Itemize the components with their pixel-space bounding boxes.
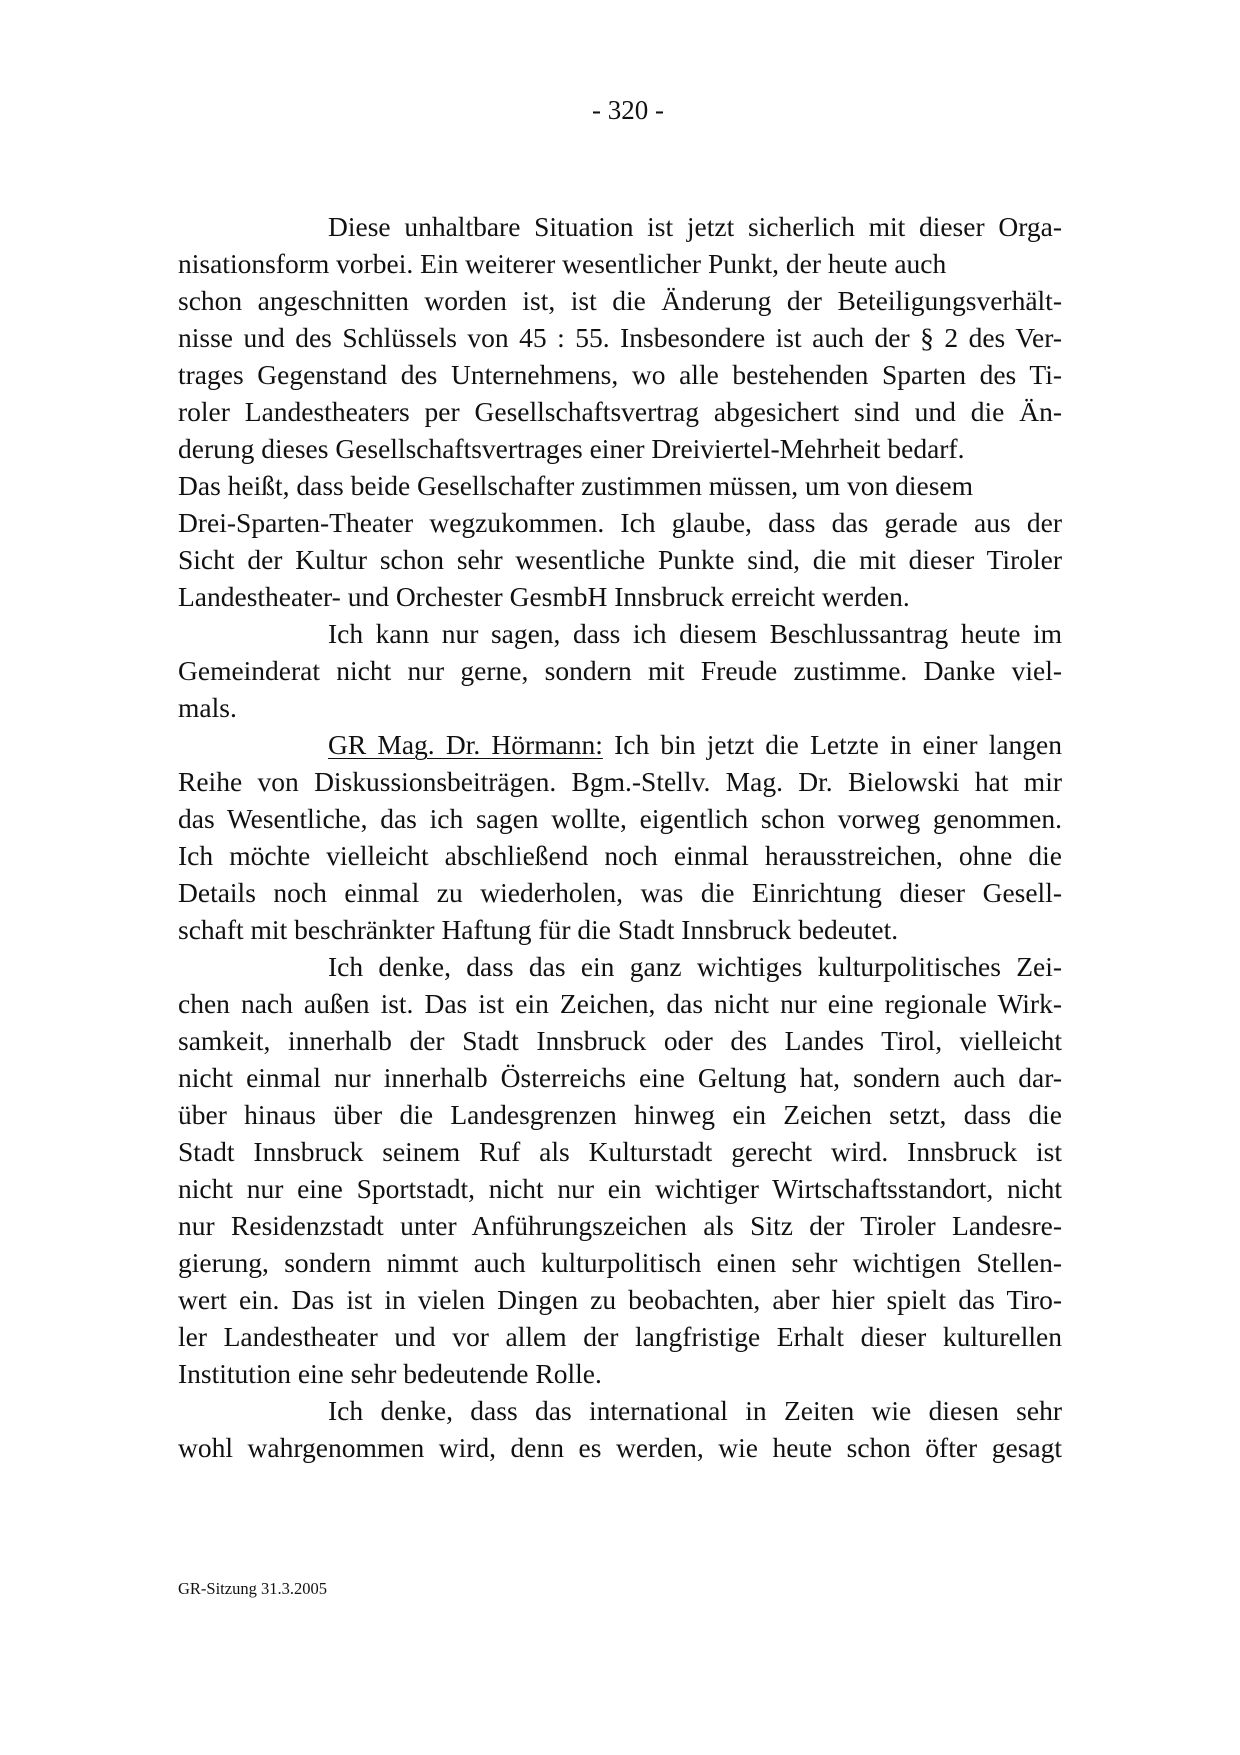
text-line	[178, 1207, 1062, 1244]
text-line	[178, 1059, 1062, 1096]
speaker-name: GR Mag. Dr. Hörmann:	[328, 729, 603, 760]
line-text: Drei-Sparten-Theater wegzukommen. Ich glaube, dass das gerade aus der	[178, 507, 1062, 538]
line-text: Ich möchte vielleicht abschließend noch einmal herausstreichen, ohne die	[178, 840, 1062, 871]
line-text: nisationsform vorbei. Ein weiterer wesentlicher Punkt, der heute auch	[178, 248, 947, 279]
body-text	[178, 208, 1062, 1466]
line-text: Gemeinderat nicht nur gerne, sondern mit Freude zustimme. Danke viel-	[178, 655, 1062, 686]
text-line	[178, 504, 1062, 541]
line-text: schaft mit beschränkter Haftung für die Stadt Innsbruck bedeutet.	[178, 914, 899, 945]
text-line	[178, 1392, 1062, 1429]
line-text: wohl wahrgenommen wird, denn es werden, wie heute schon öfter gesagt	[178, 1432, 1062, 1463]
line-text: über hinaus über die Landesgrenzen hinweg ein Zeichen setzt, dass die	[178, 1099, 1062, 1130]
line-text: wert ein. Das ist in vielen Dingen zu beobachten, aber hier spielt das Tiro-	[178, 1284, 1062, 1315]
page-number: - 320 -	[592, 95, 664, 125]
line-text: Das heißt, dass beide Gesellschafter zustimmen müssen, um von diesem	[178, 470, 974, 501]
line-text: Stadt Innsbruck seinem Ruf als Kulturstadt gerecht wird. Innsbruck ist	[178, 1136, 1062, 1167]
line-text: Reihe von Diskussionsbeiträgen. Bgm.-Stellv. Mag. Dr. Bielowski hat mir	[178, 766, 1062, 797]
line-text: schon angeschnitten worden ist, ist die Änderung der Beteiligungsverhält-	[178, 285, 1062, 316]
text-line	[178, 763, 1062, 800]
line-text: nur Residenzstadt unter Anführungszeichen als Sitz der Tiroler Landesre-	[178, 1210, 1062, 1241]
text-line	[178, 541, 1062, 578]
line-text: Ich denke, dass das international in Zeiten wie diesen sehr	[328, 1395, 1062, 1426]
text-line	[178, 1133, 1062, 1170]
line-text: mals.	[178, 692, 237, 723]
text-line	[178, 467, 1062, 504]
text-line	[178, 1244, 1062, 1281]
text-line	[178, 837, 1062, 874]
line-text: das Wesentliche, das ich sagen wollte, eigentlich schon vorweg genommen.	[178, 803, 1062, 834]
line-text: chen nach außen ist. Das ist ein Zeichen, das nicht nur eine regionale Wirk-	[178, 988, 1062, 1019]
text-line	[178, 578, 1062, 615]
text-line	[178, 615, 1062, 652]
text-line	[178, 652, 1062, 689]
line-text: nicht nur eine Sportstadt, nicht nur ein wichtiger Wirtschaftsstandort, nicht	[178, 1173, 1062, 1204]
text-line	[178, 245, 1062, 282]
text-line	[178, 1429, 1062, 1466]
text-line	[178, 689, 1062, 726]
text-line	[178, 726, 1062, 763]
line-text: nisse und des Schlüssels von 45 : 55. Insbesondere ist auch der § 2 des Ver-	[178, 322, 1062, 353]
line-text: gierung, sondern nimmt auch kulturpolitisch einen sehr wichtigen Stellen-	[178, 1247, 1062, 1278]
line-text: nicht einmal nur innerhalb Österreichs eine Geltung hat, sondern auch dar-	[178, 1062, 1062, 1093]
line-text: Details noch einmal zu wiederholen, was die Einrichtung dieser Gesell-	[178, 877, 1062, 908]
footer-meeting-date: GR-Sitzung 31.3.2005	[178, 1579, 327, 1598]
text-line	[178, 985, 1062, 1022]
line-text: Landestheater- und Orchester GesmbH Innsbruck erreicht werden.	[178, 581, 910, 612]
line-text: roler Landestheaters per Gesellschaftsvertrag abgesichert sind und die Än-	[178, 396, 1062, 427]
line-text: derung dieses Gesellschaftsvertrages einer Dreiviertel-Mehrheit bedarf.	[178, 433, 965, 464]
line-text: Sicht der Kultur schon sehr wesentliche Punkte sind, die mit dieser Tiroler	[178, 544, 1062, 575]
line-text: trages Gegenstand des Unternehmens, wo alle bestehenden Sparten des Ti-	[178, 359, 1062, 390]
text-line	[178, 1096, 1062, 1133]
text-line	[178, 1281, 1062, 1318]
text-line	[178, 430, 1062, 467]
text-line	[178, 393, 1062, 430]
text-line	[178, 356, 1062, 393]
line-text: samkeit, innerhalb der Stadt Innsbruck oder des Landes Tirol, vielleicht	[178, 1025, 1062, 1056]
text-line	[178, 1170, 1062, 1207]
text-line	[178, 282, 1062, 319]
text-line	[178, 948, 1062, 985]
line-text: Ich kann nur sagen, dass ich diesem Beschlussantrag heute im	[328, 618, 1062, 649]
line-text: Ich bin jetzt die Letzte in einer langen	[602, 729, 1062, 760]
text-line	[178, 1318, 1062, 1355]
line-text: Institution eine sehr bedeutende Rolle.	[178, 1358, 602, 1389]
text-line	[178, 800, 1062, 837]
text-line	[178, 319, 1062, 356]
text-line	[178, 1022, 1062, 1059]
line-text: Ich denke, dass das ein ganz wichtiges kulturpolitisches Zei-	[328, 951, 1062, 982]
text-line	[178, 874, 1062, 911]
text-line	[178, 911, 1062, 948]
text-line	[178, 208, 1062, 245]
line-text: Diese unhaltbare Situation ist jetzt sicherlich mit dieser Orga-	[328, 211, 1062, 242]
text-line	[178, 1355, 1062, 1392]
line-text: ler Landestheater und vor allem der langfristige Erhalt dieser kulturellen	[178, 1321, 1062, 1352]
